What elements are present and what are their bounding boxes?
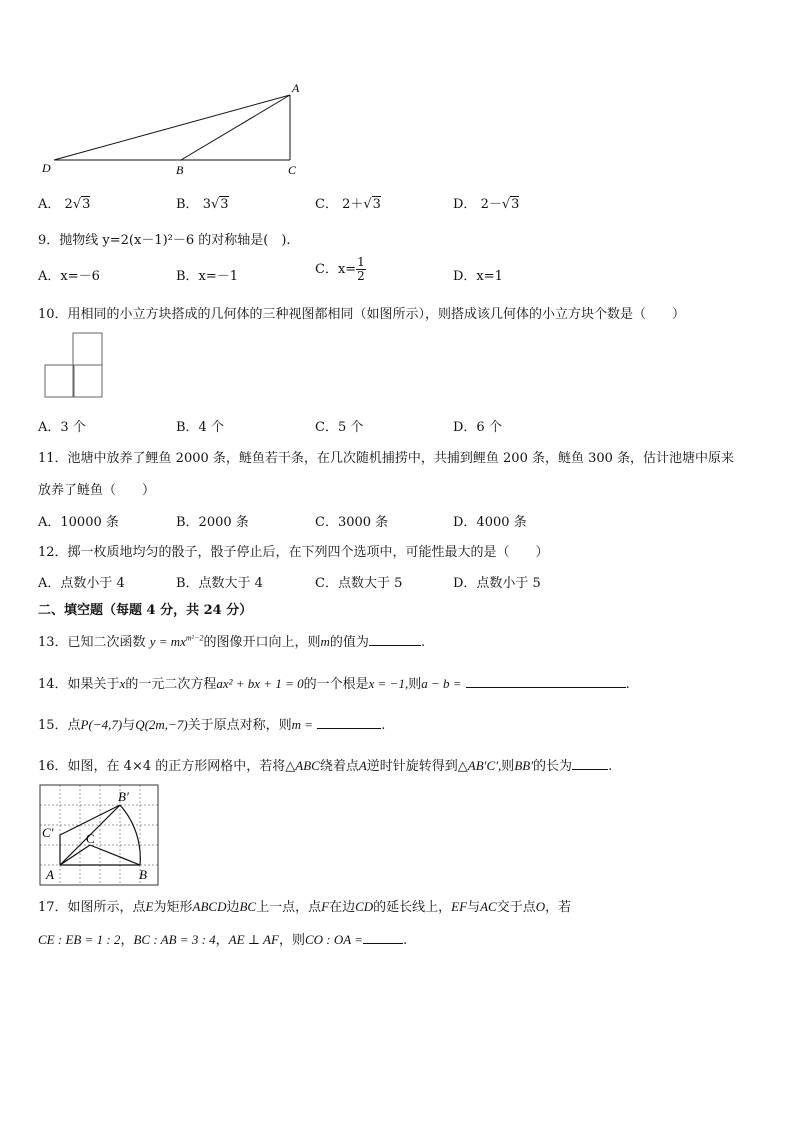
label-Bp: B′ (118, 789, 129, 804)
q8-triangle-figure (30, 80, 320, 180)
section-2-title: 二、填空题（每题 4 分，共 24 分） (38, 603, 253, 618)
q11-stem-line1: 11．池塘中放养了鲤鱼 2000 条，鲢鱼若干条，在几次随机捕捞中，共捕到鲤鱼 200 条，鲢鱼 300 条，估计池塘中原来 (38, 451, 735, 466)
q17-answer-blank[interactable] (363, 931, 403, 944)
label-B: B (139, 867, 147, 882)
q10-view-figure (44, 332, 106, 400)
label-C: C (288, 163, 297, 177)
label-D: D (42, 161, 51, 175)
q10-option-c[interactable]: C．5 个 (315, 420, 364, 435)
label-C: C (86, 831, 95, 846)
q8-option-a[interactable]: A． 2√3 (38, 197, 91, 212)
q14-stem: 14．如果关于x的一元二次方程ax² + bx + 1 = 0的一个根是x = −1,则a − b = . (38, 676, 630, 692)
q17-stem-line2: CE : EB = 1 : 2，BC : AB = 3 : 4，AE ⊥ AF，则CO : OA = . (38, 932, 408, 948)
q9-option-b[interactable]: B．x=－1 (176, 269, 239, 284)
q11-option-a[interactable]: A．10000 条 (38, 515, 119, 530)
q11-option-d[interactable]: D．4000 条 (453, 515, 527, 530)
q12-option-a[interactable]: A．点数小于 4 (38, 576, 125, 591)
arc-BBp (120, 805, 140, 865)
q10-stem: 10．用相同的小立方块搭成的几何体的三种视图都相同（如图所示），则搭成该几何体的小立方块个数是（ ） (38, 307, 686, 322)
q15-stem: 15．点P(−4,7)与Q(2m,−7)关于原点对称，则m = . (38, 717, 386, 733)
q15-answer-blank[interactable] (317, 716, 381, 729)
q11-option-c[interactable]: C．3000 条 (315, 515, 389, 530)
q9-option-c[interactable]: C．x= $\frac{1}{2}$ (315, 255, 365, 283)
label-A: A (46, 867, 54, 882)
q10-option-b[interactable]: B．4 个 (176, 420, 224, 435)
q12-stem: 12．掷一枚质地均匀的骰子，骰子停止后，在下列四个选项中，可能性最大的是（ ） (38, 545, 549, 560)
q16-stem: 16．如图，在 4×4 的正方形网格中，若将△ABC绕着点A逆时针旋转得到△AB′C′,则BB′的长为 . (38, 758, 613, 774)
q12-option-d[interactable]: D．点数小于 5 (453, 576, 541, 591)
q9-option-a[interactable]: A．x=－6 (38, 269, 100, 284)
q9-stem: 9．抛物线 y=2(x－1)²－6 的对称轴是( ). (38, 233, 291, 248)
seg-CB (90, 845, 140, 865)
segment-DA (54, 95, 290, 160)
q9-option-d[interactable]: D．x=1 (453, 269, 503, 284)
label-A: A (292, 81, 300, 95)
q11-stem-line2: 放养了鲢鱼（ ） (38, 483, 156, 498)
q17-stem-line1: 17．如图所示，点E为矩形ABCD边BC上一点，点F在边CD的延长线上，EF与AC交于点O，若 (38, 899, 572, 915)
label-Cp: C′ (42, 825, 54, 840)
q8-option-d[interactable]: D． 2－√3 (453, 197, 520, 212)
segment-BA (181, 95, 290, 160)
q12-option-b[interactable]: B．点数大于 4 (176, 576, 263, 591)
seg-AC (60, 845, 90, 865)
q16-grid-figure (38, 783, 160, 887)
q10-option-a[interactable]: A．3 个 (38, 420, 86, 435)
q13-stem: 13．已知二次函数 $y = mx^{m^2-2}$的图像开口向上，则m的值为 . (38, 633, 426, 650)
q16-answer-blank[interactable] (572, 757, 608, 770)
label-B: B (176, 163, 184, 177)
q10-option-d[interactable]: D．6 个 (453, 420, 502, 435)
q12-option-c[interactable]: C．点数大于 5 (315, 576, 403, 591)
q8-option-c[interactable]: C． 2＋√3 (315, 197, 381, 212)
q11-option-b[interactable]: B．2000 条 (176, 515, 249, 530)
q14-answer-blank[interactable] (466, 675, 626, 688)
q13-formula: y = mx (149, 634, 186, 649)
q8-option-b[interactable]: B． 3√3 (176, 197, 229, 212)
q13-answer-blank[interactable] (369, 633, 421, 646)
